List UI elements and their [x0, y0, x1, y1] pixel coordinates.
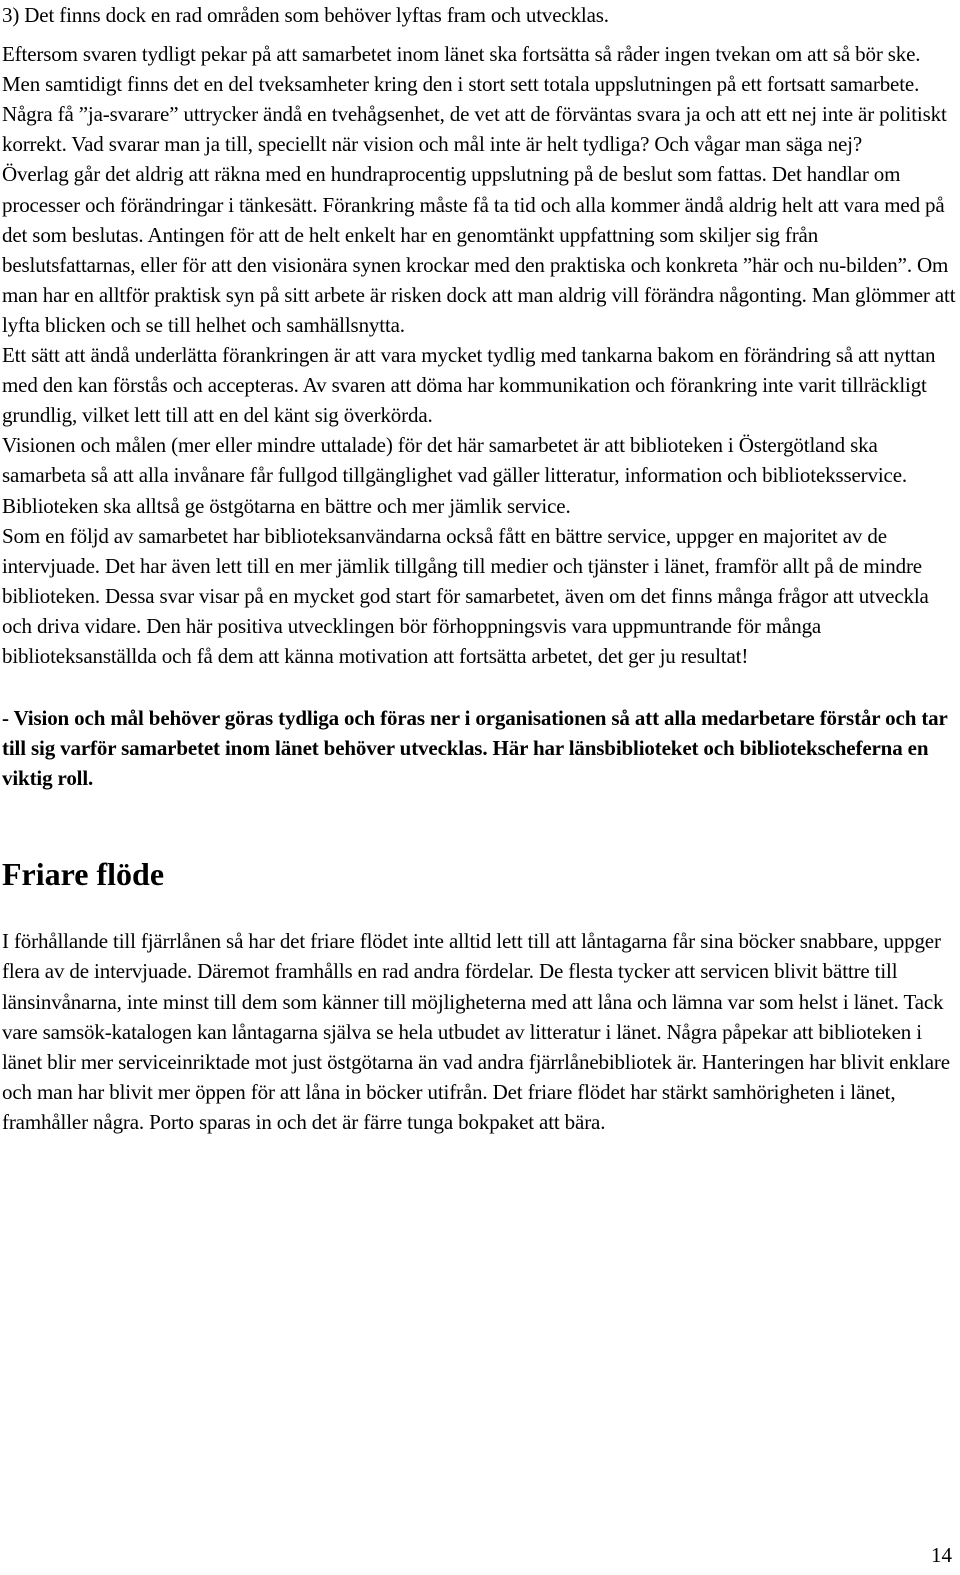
paragraph-anchoring: Överlag går det aldrig att räkna med en hundraprocentig uppslutning på de beslut som fattas. Det handlar om processer och förändringar i tänkesätt. Förankring måste få ta tid och alla kommer ändå aldrig helt att vara med på det som beslutas. Antingen för att de helt enkelt har en genomtänkt uppfattning som skiljer sig från beslutsfattarnas, eller för att den visionära synen krockar med den praktiska och konkreta ”här och nu-bilden”. Om man har en alltför praktisk syn på sitt arbete är risken dock att man aldrig vill förändra någonting. Man glömmer att lyfta blicken och se till helhet och samhällsnytta.	[2, 162, 956, 337]
document-page	[2, 0, 956, 1137]
section-heading: Friare flöde	[2, 856, 165, 893]
paragraph-consensus: Eftersom svaren tydligt pekar på att samarbetet inom länet ska fortsätta så råder ingen tvekan om att så bör ske. Men samtidigt finns det en del tveksamheter kring den i stort sett totala uppslutningen på ett fortsatt samarbete. Några få ”ja-svarare” uttrycker ändå en tvehågsenhet, de vet att de förväntas svara ja och att ett nej inte är politiskt korrekt. Vad svarar man ja till, speciellt när vision och mål inte är helt tydliga? Och vågar man säga nej?	[2, 42, 947, 157]
intro-point: 3) Det finns dock en rad områden som behöver lyftas fram och utvecklas.	[2, 3, 609, 27]
paragraph-communication: Ett sätt att ändå underlätta förankringen är att vara mycket tydlig med tankarna bakom en förändring så att nyttan med den kan förstås och accepteras. Av svaren att döma har kommunikation och förankring inte varit tillräckligt grundlig, vilket lett till att en del känt sig överkörda.	[2, 343, 936, 428]
paragraph-results: Som en följd av samarbetet har biblioteksanvändarna också fått en bättre service, uppger en majoritet av de intervjuade. Det har även lett till en mer jämlik tillgång till medier och tjänster i länet, framför allt på de mindre biblioteken. Dessa svar visar på en mycket god start för samarbetet, även om det finns många frågor att utveckla och driva vidare. Den här positiva utvecklingen bör förhoppningsvis vara uppmuntrande för många biblioteksanställda och få dem att känna motivation att fortsätta arbetet, det ger ju resultat!	[2, 523, 929, 668]
section-paragraph: I förhållande till fjärrlånen så har det friare flödet inte alltid lett till att låntagarna får sina böcker snabbare, uppger flera av de intervjuade. Däremot framhålls en rad andra fördelar. De flesta tycker att servicen blivit bättre till länsinvånarna, inte minst till dem som känner till möjligheterna med att låna och lämna var som helst i länet. Tack vare samsök-katalogen kan låntagarna själva se hela utbudet av litteratur i länet. Några påpekar att biblioteken i länet blir mer serviceinriktade mot just östgötarna än vad andra fjärrlånebibliotek är. Hanteringen har blivit enklare och man har blivit mer öppen för att låna in böcker utifrån. Det friare flödet har stärkt samhörigheten i länet, framhåller några. Porto sparas in och det är färre tunga bokpaket att bära.	[2, 929, 950, 1134]
paragraph-vision: Visionen och målen (mer eller mindre uttalade) för det här samarbetet är att biblioteken i Östergötland ska samarbeta så att alla invånare får fullgod tillgänglighet vad gäller litteratur, information och biblioteksservice. Biblioteken ska alltså ge östgötarna en bättre och mer jämlik service.	[2, 433, 907, 518]
page-number: 14	[931, 1543, 952, 1567]
emphasis-recommendation: - Vision och mål behöver göras tydliga och föras ner i organisationen så att alla medarbetare förstår och tar till sig varför samarbetet inom länet behöver utvecklas. Här har länsbiblioteket och bibliotekscheferna en viktig roll.	[2, 706, 948, 791]
